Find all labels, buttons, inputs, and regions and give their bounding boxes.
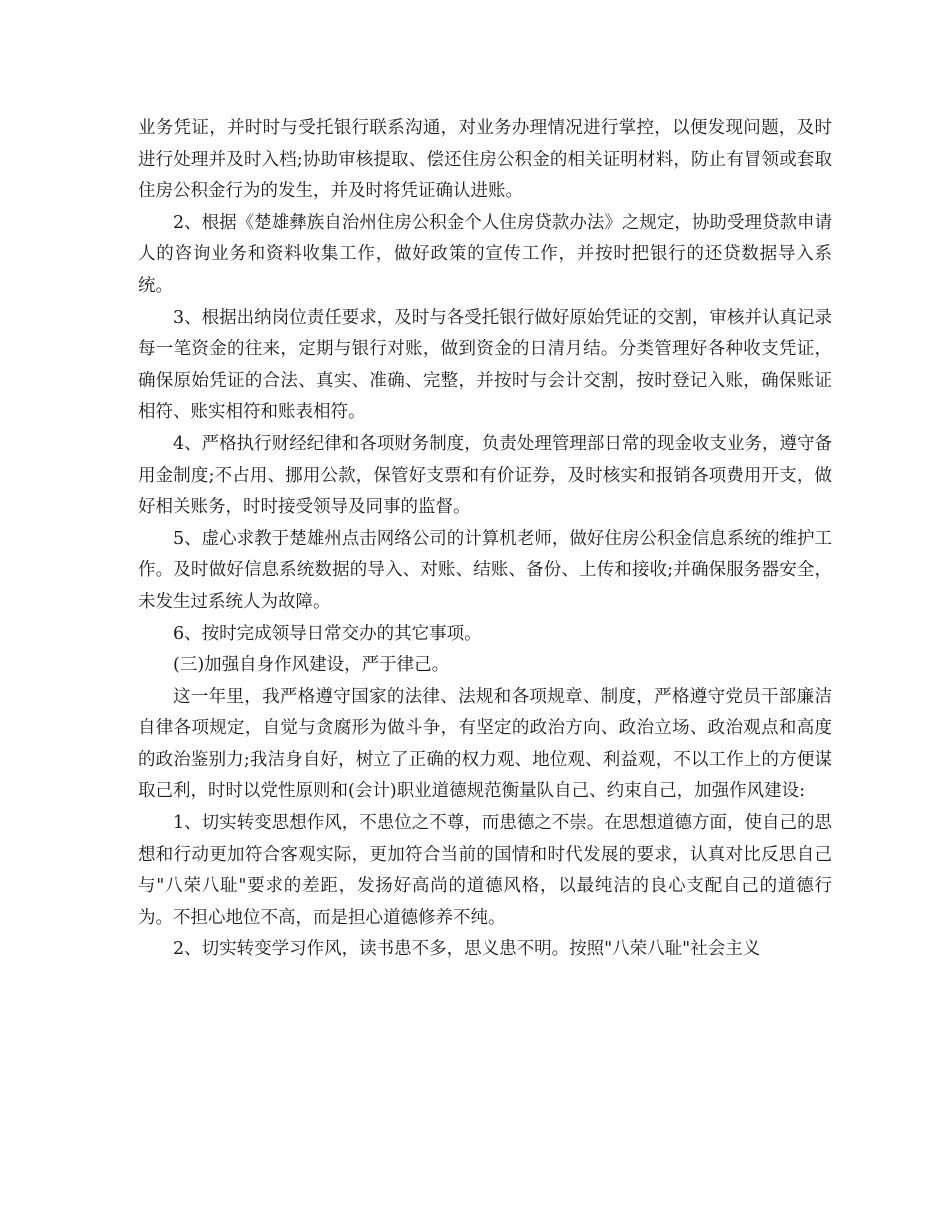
paragraph-3: 3、根据出纳岗位责任要求，及时与各受托银行做好原始凭证的交割，审核并认真记录每一笔资金的往来，定期与银行对账，做到资金的日清月结。分类管理好各种收支凭证，确保原始凭证的合法、真实、准确、完整，并按时与会计交割，按时登记入账，确保账证相符、账实相符和账表相符。	[138, 307, 832, 423]
paragraph-8: 这一年里，我严格遵守国家的法律、法规和各项规章、制度，严格遵守党员干部廉洁自律各项规定，自觉与贪腐形为做斗争，有坚定的政治方向、政治立场、政治观点和高度的政治鉴别力;我洁身自好，树立了正确的权力观、地位观、利益观，不以工作上的方便谋取己利，时时以党性原则和(会计)职业道德规范衡量队自己、约束自己，加强作风建设:	[138, 686, 832, 802]
paragraph-4: 4、严格执行财经纪律和各项财务制度，负责处理管理部日常的现金收支业务，遵守备用金制度;不占用、挪用公款，保管好支票和有价证券，及时核实和报销各项费用开支，做好相关账务，时时接受领导及同事的监督。	[138, 433, 832, 518]
paragraph-5: 5、虚心求教于楚雄州点击网络公司的计算机老师，做好住房公积金信息系统的维护工作。及时做好信息系统数据的导入、对账、结账、备份、上传和接收;并确保服务器安全，未发生过系统人为故障。	[138, 528, 832, 612]
paragraph-6: 6、按时完成领导日常交办的其它事项。	[173, 623, 482, 644]
paragraph-2: 2、根据《楚雄彝族自治州住房公积金个人住房贷款办法》之规定，协助受理贷款申请人的咨询业务和资料收集工作，做好政策的宣传工作，并按时把银行的还贷数据导入系统。	[138, 212, 832, 296]
paragraph-9: 1、切实转变思想作风，不患位之不尊，而患德之不崇。在思想道德方面，使自己的思想和行动更加符合客观实际，更加符合当前的国情和时代发展的要求，认真对比反思自己与"八荣八耻"要求的差距，发扬好高尚的道德风格，以最纯洁的良心支配自己的道德行为。不担心地位不高，而是担心道德修养不纯。	[138, 813, 832, 928]
section-heading: (三)加强自身作风建设，严于律己。	[173, 655, 450, 676]
paragraph-10: 2、切实转变学习作风，读书患不多，思义患不明。按照"八荣八耻"社会主义	[173, 939, 761, 960]
paragraph-1: 业务凭证，并时时与受托银行联系沟通，对业务办理情况进行掌控，以便发现问题，及时进行处理并及时入档;协助审核提取、偿还住房公积金的相关证明材料，防止有冒领或套取住房公积金行为的发生，并及时将凭证确认进账。	[138, 118, 832, 202]
